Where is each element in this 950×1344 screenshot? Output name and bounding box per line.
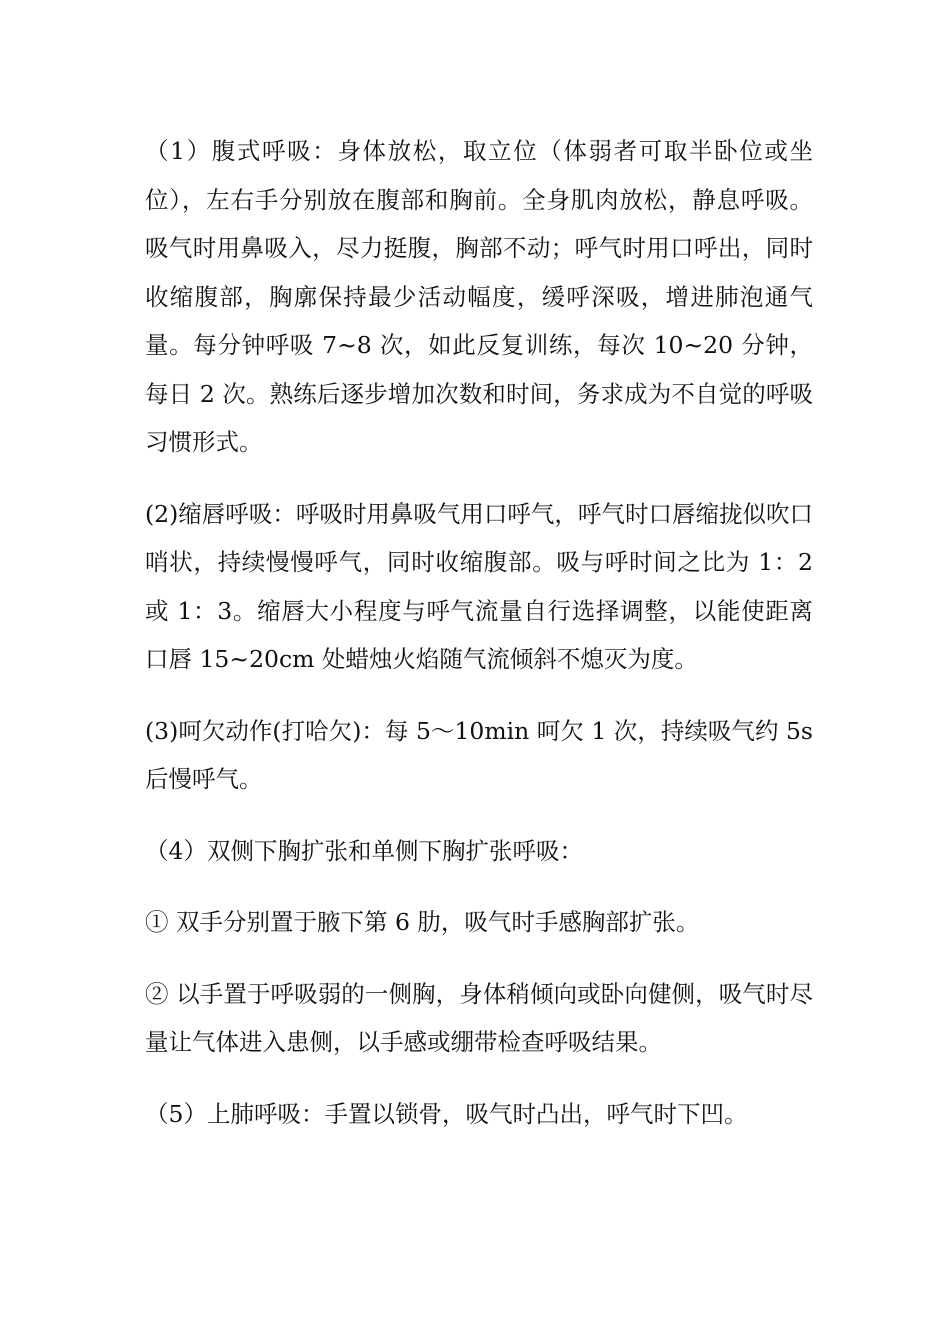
- paragraph-yawning: (3)呵欠动作(打哈欠)：每 5～10min 呵欠 1 次，持续吸气约 5s 后慢呼气。: [145, 716, 813, 793]
- document-page: [145, 127, 813, 1161]
- paragraph-unilateral-expansion: ② 以手置于呼吸弱的一侧胸，身体稍倾向或卧向健侧，吸气时尽量让气体进入患侧，以手感或绷带检查呼吸结果。: [145, 979, 813, 1056]
- paragraph-lower-chest-expansion-heading: （4）双侧下胸扩张和单侧下胸扩张呼吸：: [145, 836, 583, 865]
- paragraph-abdominal-breathing: （1）腹式呼吸：身体放松，取立位（体弱者可取半卧位或坐位），左右手分别放在腹部和胸前。全身肌肉放松，静息呼吸。吸气时用鼻吸入，尽力挺腹，胸部不动；呼气时用口呼出，同时收缩腹部，胸廓保持最少活动幅度，缓呼深吸，增进肺泡通气量。每分钟呼吸 7~8 次，如此反复训练，每次 10~20 分钟，每日 2 次。熟练后逐步增加次数和时间，务求成为不自觉的呼吸习惯形式。: [145, 137, 813, 456]
- paragraph-upper-lung-breathing: （5）上肺呼吸：手置以锁骨，吸气时凸出，呼气时下凹。: [145, 1099, 748, 1128]
- paragraph-pursed-lip-breathing: (2)缩唇呼吸：呼吸时用鼻吸气用口呼气，呼气时口唇缩拢似吹口哨状，持续慢慢呼气，同时收缩腹部。吸与呼时间之比为 1：2 或 1：3。缩唇大小程度与呼气流量自行选择调整，以能使距离口唇 15~20cm 处蜡烛火焰随气流倾斜不熄灭为度。: [145, 499, 813, 673]
- paragraph-bilateral-expansion: ① 双手分别置于腋下第 6 肋，吸气时手感胸部扩张。: [145, 908, 700, 936]
